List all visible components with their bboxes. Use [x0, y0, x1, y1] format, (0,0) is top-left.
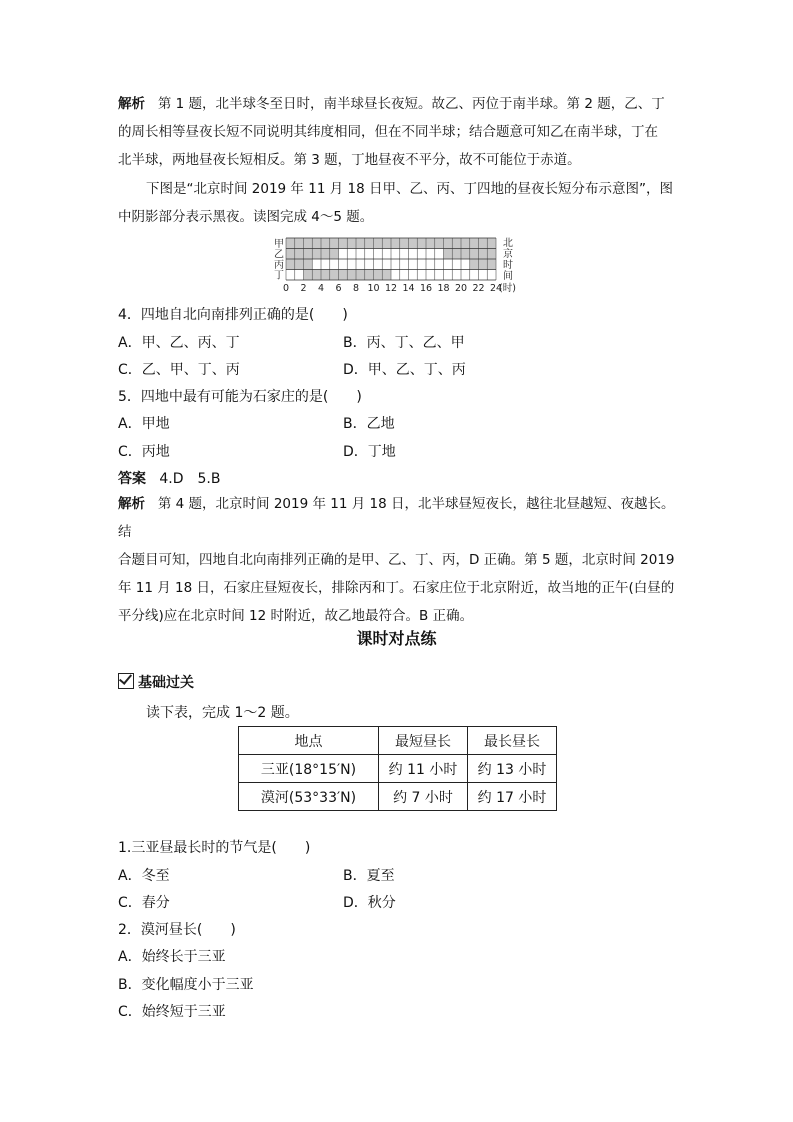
checkbox-icon — [118, 673, 134, 689]
q1-option-a[interactable]: A．冬至 — [118, 868, 170, 884]
q5-option-c[interactable]: C．丙地 — [118, 444, 170, 460]
x-tick-label: 16 — [419, 283, 433, 294]
analysis-1 — [118, 90, 678, 174]
table-header-row — [239, 727, 557, 755]
side-label-char: 京 — [503, 249, 513, 260]
night-bar-丙 — [286, 259, 312, 270]
chart-intro-line-2: 中阴影部分表示黑夜。读图完成 4～5 题。 — [118, 209, 374, 225]
q4-option-c[interactable]: C．乙、甲、丁、丙 — [118, 362, 240, 378]
q1-option-b[interactable]: B．夏至 — [343, 868, 395, 884]
x-tick-label: 4 — [317, 283, 325, 294]
x-tick-label: 12 — [384, 283, 398, 294]
x-tick-label: 10 — [367, 283, 380, 294]
question-5-stem: 5．四地中最有可能为石家庄的是( ) — [118, 389, 362, 405]
row-label: 乙 — [274, 249, 284, 261]
question-4-stem: 4．四地自北向南排列正确的是( ) — [118, 307, 348, 323]
answer-line — [118, 468, 220, 488]
x-tick-label: 18 — [437, 283, 450, 294]
q4-option-d[interactable]: D．甲、乙、丁、丙 — [343, 362, 466, 378]
night-bar-丙 — [470, 259, 496, 270]
x-tick-label: 14 — [402, 283, 415, 294]
question-2-stem: 2．漠河昼长( ) — [118, 922, 236, 938]
x-tick-label: 20 — [454, 283, 468, 294]
side-label-char: 间 — [503, 271, 513, 282]
chart-intro — [118, 175, 678, 231]
row-label: 甲 — [274, 239, 284, 250]
analysis-1-line-3: 北半球，两地昼夜长短相反。第 3 题，丁地昼夜不平分，故不可能位于赤道。 — [118, 152, 581, 168]
q4-option-b[interactable]: B．丙、丁、乙、甲 — [343, 335, 465, 351]
analysis-label: 解析 — [118, 496, 145, 512]
x-tick-label: 2 — [300, 283, 307, 294]
q5-option-d[interactable]: D．丁地 — [343, 444, 396, 460]
x-tick-label: 8 — [352, 283, 360, 294]
x-tick-label: 0 — [282, 283, 290, 294]
analysis-2-line-3: 年 11 月 18 日，石家庄昼短夜长，排除丙和丁。石家庄位于北京附近，故当地的正午(白昼的 — [118, 580, 675, 596]
table-cell: 约 7 小时 — [379, 783, 468, 811]
table-cell: 漠河(53°33′N) — [239, 783, 379, 811]
analysis-1-line-2: 的周长相等昼夜长短不同说明其纬度相同，但在不同半球；结合题意可知乙在南半球，丁在 — [118, 124, 658, 140]
question-1-stem: 1.三亚昼最长时的节气是( ) — [118, 840, 311, 856]
table-header: 最长昼长 — [468, 727, 557, 755]
daylength-table — [238, 726, 557, 811]
x-tick-label: 24 — [489, 283, 503, 294]
day-night-chart — [268, 234, 528, 296]
table-header: 地点 — [239, 727, 379, 755]
x-unit-label: (时) — [499, 283, 516, 294]
basic-label: 基础过关 — [138, 675, 194, 691]
read-table-instruction: 读下表，完成 1～2 题。 — [146, 705, 299, 721]
x-tick-label: 6 — [335, 283, 342, 294]
table-row — [239, 783, 557, 811]
q2-option-a[interactable]: A．始终长于三亚 — [118, 949, 226, 965]
analysis-label: 解析 — [118, 96, 145, 112]
table-cell: 三亚(18°15′N) — [239, 755, 379, 783]
analysis-2-line-2: 合题目可知，四地自北向南排列正确的是甲、乙、丁、丙，D 正确。第 5 题，北京时间 2019 — [118, 552, 675, 568]
analysis-1-line-1: 解析 第 1 题，北半球冬至日时，南半球昼长夜短。故乙、丙位于南半球。第 2 题，乙、丁 — [118, 96, 665, 112]
table-cell: 约 13 小时 — [468, 755, 557, 783]
row-label: 丙 — [274, 260, 284, 271]
q2-option-b[interactable]: B．变化幅度小于三亚 — [118, 977, 254, 993]
table-row — [239, 755, 557, 783]
table-header: 最短昼长 — [379, 727, 468, 755]
q5-option-a[interactable]: A．甲地 — [118, 416, 170, 432]
q5-option-b[interactable]: B．乙地 — [343, 416, 395, 432]
q1-option-d[interactable]: D．秋分 — [343, 895, 396, 911]
analysis-2-line-4: 平分线)应在北京时间 12 时附近，故乙地最符合。B 正确。 — [118, 608, 474, 624]
q1-option-c[interactable]: C．春分 — [118, 895, 170, 911]
answer-text: 4.D 5.B — [159, 471, 221, 487]
side-label-char: 时 — [503, 260, 513, 271]
chart-intro-line-1: 下图是“北京时间 2019 年 11 月 18 日甲、乙、丙、丁四地的昼夜长短分布示意图”，图 — [146, 181, 673, 197]
q4-option-a[interactable]: A．甲、乙、丙、丁 — [118, 335, 240, 351]
basic-section-heading — [118, 672, 194, 692]
table-cell: 约 11 小时 — [379, 755, 468, 783]
analysis-2-line-1: 解析 第 4 题，北京时间 2019 年 11 月 18 日，北半球昼短夜长，越往北昼越短、夜越长。结 — [118, 496, 675, 540]
answer-label: 答案 — [118, 471, 146, 487]
q2-option-c[interactable]: C．始终短于三亚 — [118, 1004, 226, 1020]
row-label: 丁 — [274, 270, 284, 282]
table-cell: 约 17 小时 — [468, 783, 557, 811]
side-label-char: 北 — [503, 238, 513, 249]
x-tick-label: 22 — [472, 283, 485, 294]
analysis-2 — [118, 490, 678, 630]
section-title: 课时对点练 — [356, 629, 437, 648]
